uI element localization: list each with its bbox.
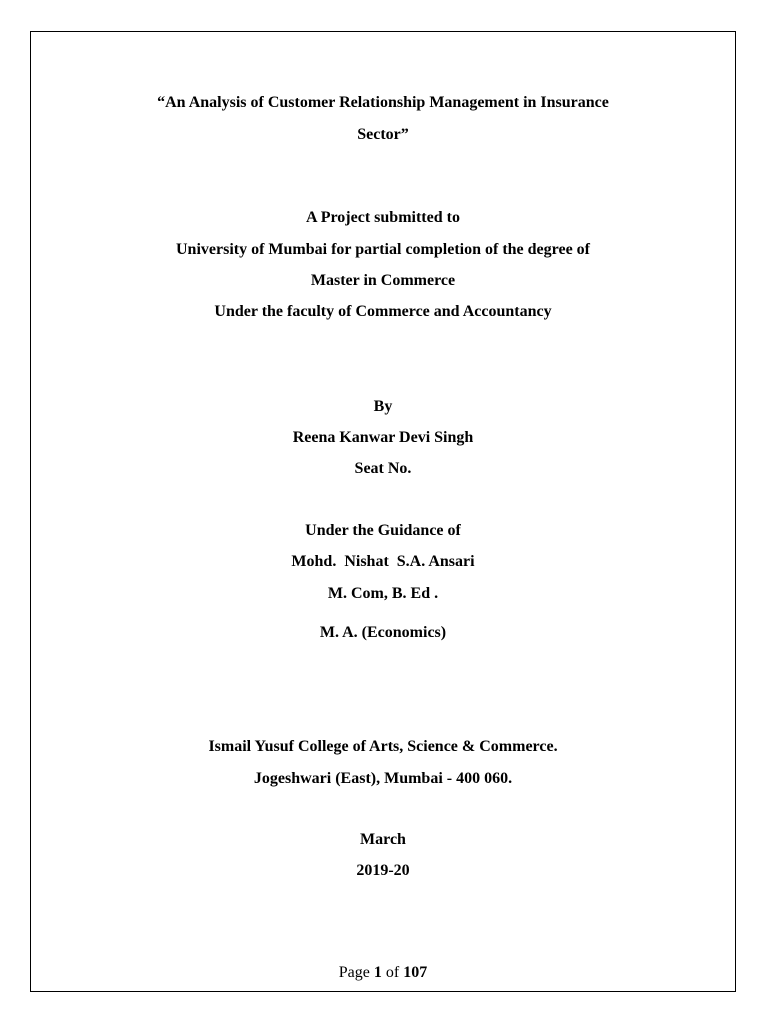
date-month: March: [360, 831, 406, 848]
date-year: 2019-20: [356, 862, 410, 879]
title-line-1: “An Analysis of Customer Relationship Management in Insurance: [157, 94, 609, 111]
title-line-2: Sector”: [357, 126, 409, 143]
author-seat: Seat No.: [354, 460, 412, 477]
of-label: of: [381, 964, 404, 981]
page-label: Page: [338, 964, 374, 981]
guide-qualification-1: M. Com, B. Ed .: [327, 585, 439, 602]
author-by: By: [373, 398, 393, 415]
submission-line-3: Master in Commerce: [310, 272, 456, 289]
guide-name: Mohd. Nishat S.A. Ansari: [291, 553, 475, 570]
submission-line-2: University of Mumbai for partial completion of the degree of: [175, 241, 590, 258]
page-total: 107: [403, 964, 428, 981]
guide-qualification-2: M. A. (Economics): [319, 624, 447, 641]
submission-line-1: A Project submitted to: [306, 209, 460, 226]
college-address: Jogeshwari (East), Mumbai - 400 060.: [253, 770, 513, 787]
page-footer: [30, 963, 736, 983]
guide-heading: Under the Guidance of: [305, 522, 461, 539]
page-number: 1: [373, 964, 382, 981]
college-name: Ismail Yusuf College of Arts, Science & Commerce.: [208, 738, 558, 755]
author-name: Reena Kanwar Devi Singh: [292, 429, 474, 446]
submission-line-4: Under the faculty of Commerce and Accountancy: [214, 303, 552, 320]
